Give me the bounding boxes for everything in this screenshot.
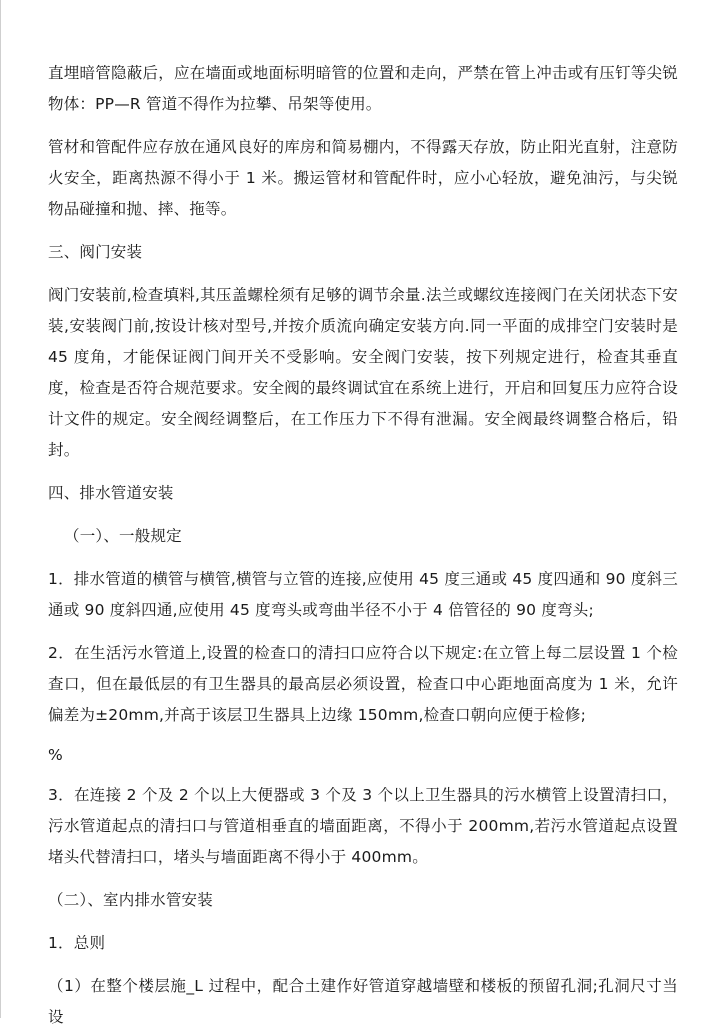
page-edge-line [0,0,1,1018]
heading-general-rules: （一）、一般规定 [64,527,182,545]
rule-item-3: 3．在连接 2 个及 2 个以上大便器或 3 个及 3 个以上卫生器具的污水横管上设置清扫口，污水管道起点的清扫口与管道相垂直的墙面距离，不得小于 200mm,若污水管道起点设置堵头代替清扫口，堵头与墙面距离不得小于 400mm。 [48,786,678,866]
paragraph-floor-construction: （1）在整个楼层施_L 过程中，配合土建作好管道穿越墙壁和楼板的预留孔洞;孔洞尺寸当设 [48,977,678,1026]
heading-valve-installation: 三、阀门安装 [48,243,143,261]
paragraph-valve-installation: 阀门安装前,检查填料,其压盖螺栓须有足够的调节余量.法兰或螺纹连接阀门在关闭状态下安装,安装阀门前,按设计核对型号,并按介质流向确定安装方向.同一平面的成排空门安装时是 45 度角，才能保证阀门间开关不受影响。安全阀门安装，按下列规定进行，检查其垂直度，检查是否符合规范要求。安全阀的最终调试宜在系统上进行，开启和回复压力应符合设计文件的规定。安全阀经调整后，在工作压力下不得有泄漏。安全阀最终调整合格后，铅封。 [48,286,678,459]
heading-drainage-installation: 四、排水管道安装 [48,484,174,502]
rule-item-2: 2．在生活污水管道上,设置的检查口的清扫口应符合以下规定:在立管上每二层设置 1 个检查口，但在最低层的有卫生器具的最高层必须设置，检查口中心距地面高度为 1 米，允许偏差为±20mm,并高于该层卫生器具上边缘 150mm,检查口朝向应便于检修; [48,644,678,724]
heading-indoor-drainage: （二）、室内排水管安装 [48,891,213,909]
paragraph-pipe-storage: 管材和管配件应存放在通风良好的库房和简易棚内，不得露天存放，防止阳光直射，注意防火安全，距离热源不得小于 1 米。搬运管材和管配件时，应小心轻放，避免油污，与尖锐物品碰撞和抛、摔、拖等。 [48,138,678,218]
document-body [48,58,678,1033]
heading-general-principles: 1．总则 [48,934,106,952]
stray-percent-mark: % [48,746,63,764]
paragraph-buried-pipe: 直埋暗管隐蔽后，应在墙面或地面标明暗管的位置和走向，严禁在管上冲击或有压钉等尖锐物体：PP—R 管道不得作为拉攀、吊架等使用。 [48,64,678,113]
rule-item-1: 1．排水管道的横管与横管,横管与立管的连接,应使用 45 度三通或 45 度四通和 90 度斜三通或 90 度斜四通,应使用 45 度弯头或弯曲半径不小于 4 倍管径的 90 度弯头; [48,570,678,619]
